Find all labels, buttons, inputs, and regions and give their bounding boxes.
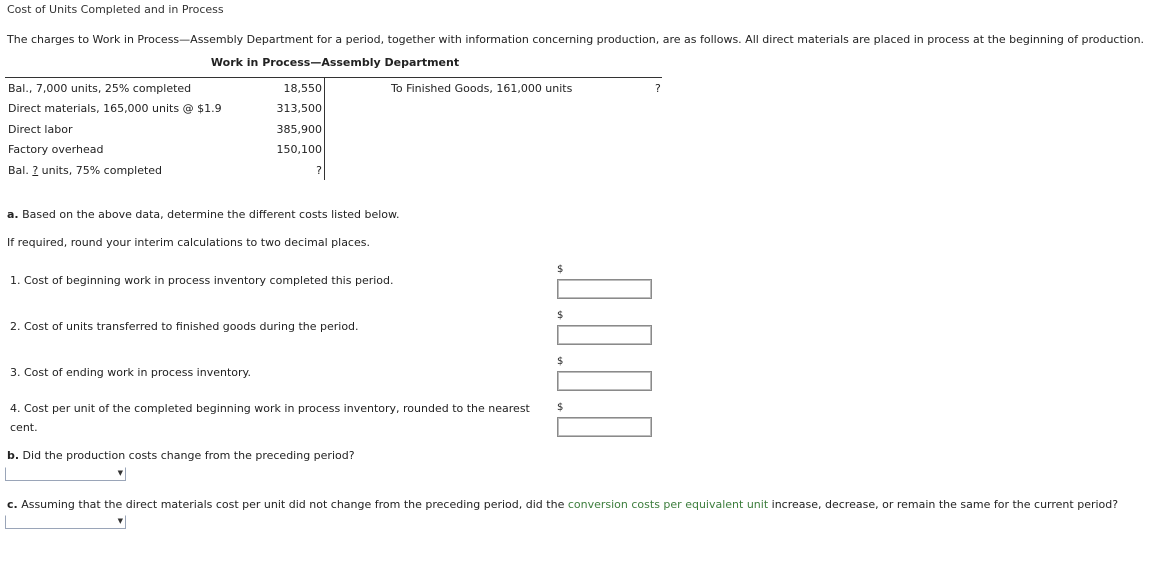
debit-label-direct-materials: Direct materials, 165,000 units @ $1.9	[8, 102, 222, 115]
debit-label-ending-balance	[8, 164, 162, 177]
rounding-note: If required, round your interim calculations to two decimal places.	[7, 236, 370, 249]
part-c-letter: c.	[7, 498, 18, 511]
debit-label-direct-labor: Direct labor	[8, 123, 73, 136]
t-account-top-line	[5, 77, 662, 78]
debit-label-factory-overhead: Factory overhead	[8, 143, 104, 156]
question-3-text: 3. Cost of ending work in process inventory.	[10, 366, 251, 379]
debit-amount-direct-labor: 385,900	[276, 123, 322, 136]
question-2-answer-input[interactable]	[557, 325, 652, 345]
question-3-dollar-sign: $	[557, 356, 564, 367]
question-1-text: 1. Cost of beginning work in process inventory completed this period.	[10, 274, 394, 287]
page-title: Cost of Units Completed and in Process	[7, 3, 224, 16]
question-4-answer-input[interactable]	[557, 417, 652, 437]
question-4-text-line-1: 4. Cost per unit of the completed beginning work in process inventory, rounded to the nearest	[10, 402, 530, 415]
credit-amount-finished-goods: ?	[655, 82, 661, 95]
part-c-dropdown[interactable]	[5, 515, 126, 529]
part-c-text-before: Assuming that the direct materials cost per unit did not change from the preceding period, did the	[17, 498, 568, 511]
question-1-answer-input[interactable]	[557, 279, 652, 299]
part-c-prompt	[7, 498, 1118, 511]
ending-balance-suffix: units, 75% completed	[38, 164, 163, 177]
credit-label-finished-goods: To Finished Goods, 161,000 units	[391, 82, 573, 95]
chevron-down-icon: ▼	[117, 469, 123, 477]
t-account-divider	[324, 77, 325, 180]
ending-balance-prefix: Bal.	[8, 164, 33, 177]
ending-units-link[interactable]: ?	[32, 164, 39, 177]
part-a-letter: a.	[7, 208, 19, 221]
part-b-dropdown[interactable]	[5, 467, 126, 481]
conversion-costs-link[interactable]: conversion costs per equivalent unit	[567, 498, 769, 511]
debit-amount-factory-overhead: 150,100	[276, 143, 322, 156]
chevron-down-icon: ▼	[117, 517, 123, 525]
part-b-letter: b.	[7, 449, 20, 462]
debit-label-beginning-balance: Bal., 7,000 units, 25% completed	[8, 82, 192, 95]
debit-amount-direct-materials: 313,500	[276, 102, 322, 115]
part-a-text: Based on the above data, determine the different costs listed below.	[18, 208, 400, 221]
part-b-text: Did the production costs change from the preceding period?	[19, 449, 355, 462]
debit-amount-ending-balance: ?	[316, 164, 322, 177]
question-2-text: 2. Cost of units transferred to finished goods during the period.	[10, 320, 359, 333]
part-c-text-after: increase, decrease, or remain the same for the current period?	[768, 498, 1119, 511]
question-1-dollar-sign: $	[557, 264, 564, 275]
problem-intro: The charges to Work in Process—Assembly Department for a period, together with information concerning production, are as follows. All direct materials are placed in process at the beginning of production.	[7, 33, 1145, 46]
question-4-text-line-2: cent.	[10, 421, 38, 434]
question-2-dollar-sign: $	[557, 310, 564, 321]
question-4-dollar-sign: $	[557, 402, 564, 413]
debit-amount-beginning-balance: 18,550	[283, 82, 322, 95]
t-account-title: Work in Process—Assembly Department	[210, 56, 460, 69]
part-a-prompt	[7, 208, 400, 221]
part-b-prompt	[7, 449, 355, 462]
question-3-answer-input[interactable]	[557, 371, 652, 391]
